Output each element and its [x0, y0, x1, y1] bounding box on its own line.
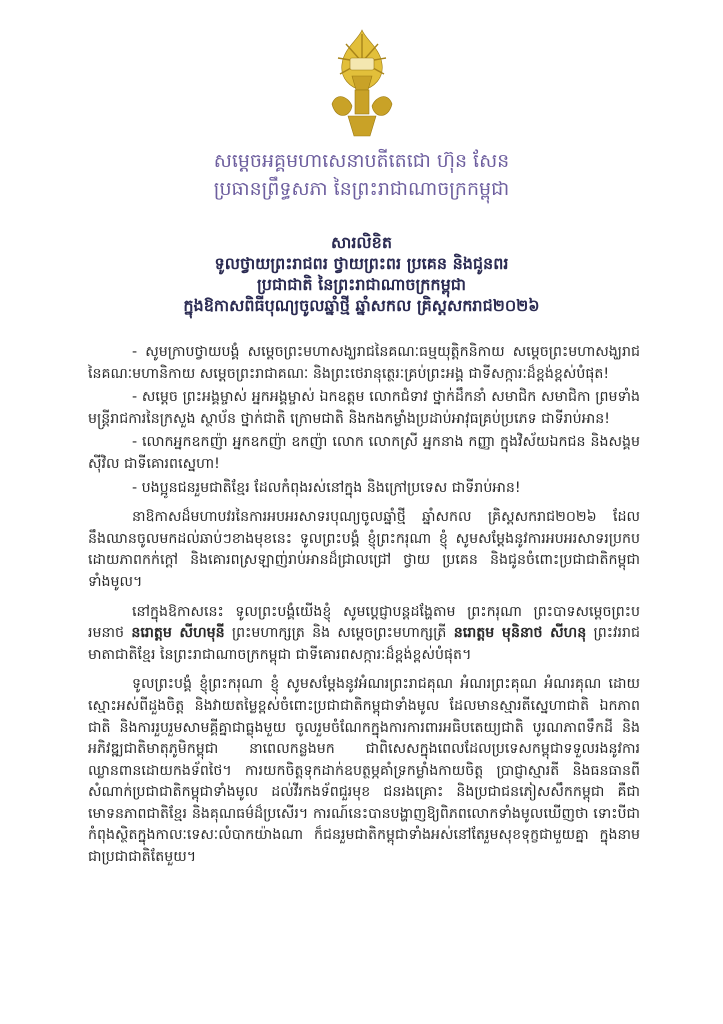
text: ព្រះមហាក្សត្រ និង សម្តេចព្រះមហាក្សត្រី: [224, 625, 454, 642]
queen-mother-name: នរោត្តម មុនិនាថ សីហនុ: [453, 625, 587, 642]
greeting-line: - សម្តេច ព្រះអង្គម្ចាស់ អ្នកអង្គម្ចាស់ ឯកឧត្តម លោកជំទាវ ថ្នាក់ដឹកនាំ សមាជិក សមាជិកា ព្រមទាំងមន្ត្រីរាជការនៃក្រសួង ស្ថាប័ន ថ្នាក់ជាតិ ក្រោមជាតិ និងកងកម្លាំងប្រដាប់អាវុធគ្រប់ប្រភេទ ជាទីរាប់អាន!: [88, 389, 640, 427]
paragraph-royal-pledge: [88, 602, 640, 667]
paragraph-new-year-wishes: នាឱកាសដ៏មហាបវរនៃការអបអរសាទរបុណ្យចូលឆ្នាំថ្មី ឆ្នាំសកល គ្រិស្តសករាជ២០២៦ ដែលនឹងឈានចូលមកដល់ឆាប់ៗខាងមុខនេះ ទូលព្រះបង្គំ ខ្ញុំព្រះករុណា ខ្ញុំ សូមសម្តែងនូវការអបអរសាទរប្រកបដោយភាពកក់ក្តៅ និងគោរពស្រឡាញ់រាប់អានដ៏ជ្រាលជ្រៅ ថ្វាយ ប្រគេន និងជូនចំពោះប្រជាជាតិកម្ពុជាទាំងមូល។: [88, 509, 640, 590]
text: ព្រះវររាជមាតាជាតិខ្មែរ នៃព្រះរាជាណាចក្រកម្ពុជា ជាទីគោរពសក្ការៈដ៏ខ្ពង់ខ្ពស់បំផុត។: [88, 625, 640, 663]
letter-body: [88, 342, 640, 871]
greeting-line: - បងប្អូនជនរួមជាតិខ្មែរ ដែលកំពុងរស់នៅក្នុង និងក្រៅប្រទេស ជាទីរាប់អាន!: [132, 479, 521, 496]
title-line-1: សារលិខិត: [331, 233, 392, 252]
author-title: ប្រធានព្រឹទ្ធសភា នៃព្រះរាជាណាចក្រកម្ពុជា: [213, 178, 510, 200]
greeting-line: - លោកអ្នកឧកញ៉ា អ្នកឧកញ៉ា ឧកញ៉ា លោក លោកស្រី អ្នកនាង កញ្ញា ក្នុងវិស័យឯកជន និងសង្គមស៊ីវិល ជាទីគោរពស្នេហា!: [88, 434, 640, 472]
text: នៅក្នុងឱកាសនេះ ទូលព្រះបង្គំយើងខ្ញុំ សូមប្តេជ្ញាបន្តដង្ហែតាម ព្រះករុណា ព្រះបាទសម្តេចព្រះបរមនាថ: [88, 603, 640, 642]
author-name: សម្តេចអគ្គមហាសេនាបតីតេជោ ហ៊ុន សែន: [213, 150, 510, 172]
paragraph-gratitude: ទូលព្រះបង្គំ ខ្ញុំព្រះករុណា ខ្ញុំ សូមសម្តែងនូវអំណរព្រះរាជគុណ អំណរព្រះគុណ អំណរគុណ ដោយស្មោះអស់ពីដួងចិត្ត និងវាយតម្លៃខ្ពស់ចំពោះប្រជាជាតិកម្ពុជាទាំងមូល ដែលមានស្មារតីស្នេហាជាតិ ឯកភាពជាតិ និងការរួបរួមសាមគ្គីគ្នាជាធ្លុងមួយ ចូលរួមចំណែកក្នុងការការពារអធិបតេយ្យជាតិ បូរណភាពទឹកដី និងអភិវឌ្ឍជាតិមាតុភូមិកម្ពុជា នាពេលកន្លងមក ជាពិសេសក្នុងពេលដែលប្រទេសកម្ពុជាទទួលរងនូវការឈ្លានពានដោយកងទ័ពថៃ។ ការយកចិត្តទុកដាក់ឧបត្ថម្ភគាំទ្រកម្លាំងកាយចិត្ត ប្រាជ្ញាស្មារតី និងធនធានពីសំណាក់ប្រជាជាតិកម្ពុជាទាំងមូល ដល់វីរកងទ័ពជួរមុខ ជនរងគ្រោះ និងប្រជាជនភៀសសឹកកម្ពុជា គឺជាមោទនភាពជាតិខ្មែរ និងគុណធម៌ដ៏ប្រសើរ។ ការណ៍នេះបានបង្ហាញឱ្យពិភពលោកទាំងមូលឃើញថា ទោះបីជាកំពុងស្ថិតក្នុងកាលៈទេសៈលំបាកយ៉ាងណា ក៏ជនរួមជាតិកម្ពុជាទាំងអស់នៅតែរួមសុខទុក្ខជាមួយគ្នា ក្នុងនាមជាប្រជាជាតិតែមួយ។: [88, 676, 640, 866]
title-line-3: ប្រជាជាតិ នៃព្រះរាជាណាចក្រកម្ពុជា: [257, 275, 466, 294]
title-line-4: ក្នុងឱកាសពិធីបុណ្យចូលឆ្នាំថ្មី ឆ្នាំសកល គ្រិស្តសករាជ២០២៦: [183, 296, 540, 315]
greeting-line: - សូមក្រាបថ្វាយបង្គំ សម្តេចព្រះមហាសង្ឃរាជនៃគណៈធម្មយុត្តិកនិកាយ សម្តេចព្រះមហាសង្ឃរាជនៃគណៈមហានិកាយ សម្តេចព្រះរាជាគណៈ និងព្រះថេរានុត្ថេរៈគ្រប់ព្រះអង្គ ជាទីសក្ការៈដ៏ខ្ពង់ខ្ពស់បំផុត!: [88, 344, 640, 382]
senate-emblem-icon: [322, 28, 402, 140]
king-name: នរោត្តម សីហមុនី: [131, 625, 225, 642]
document-title: [0, 232, 723, 316]
title-line-2: ទូលថ្វាយព្រះរាជពរ ថ្វាយព្រះពរ ប្រគេន និងជូនពរ: [214, 254, 509, 273]
